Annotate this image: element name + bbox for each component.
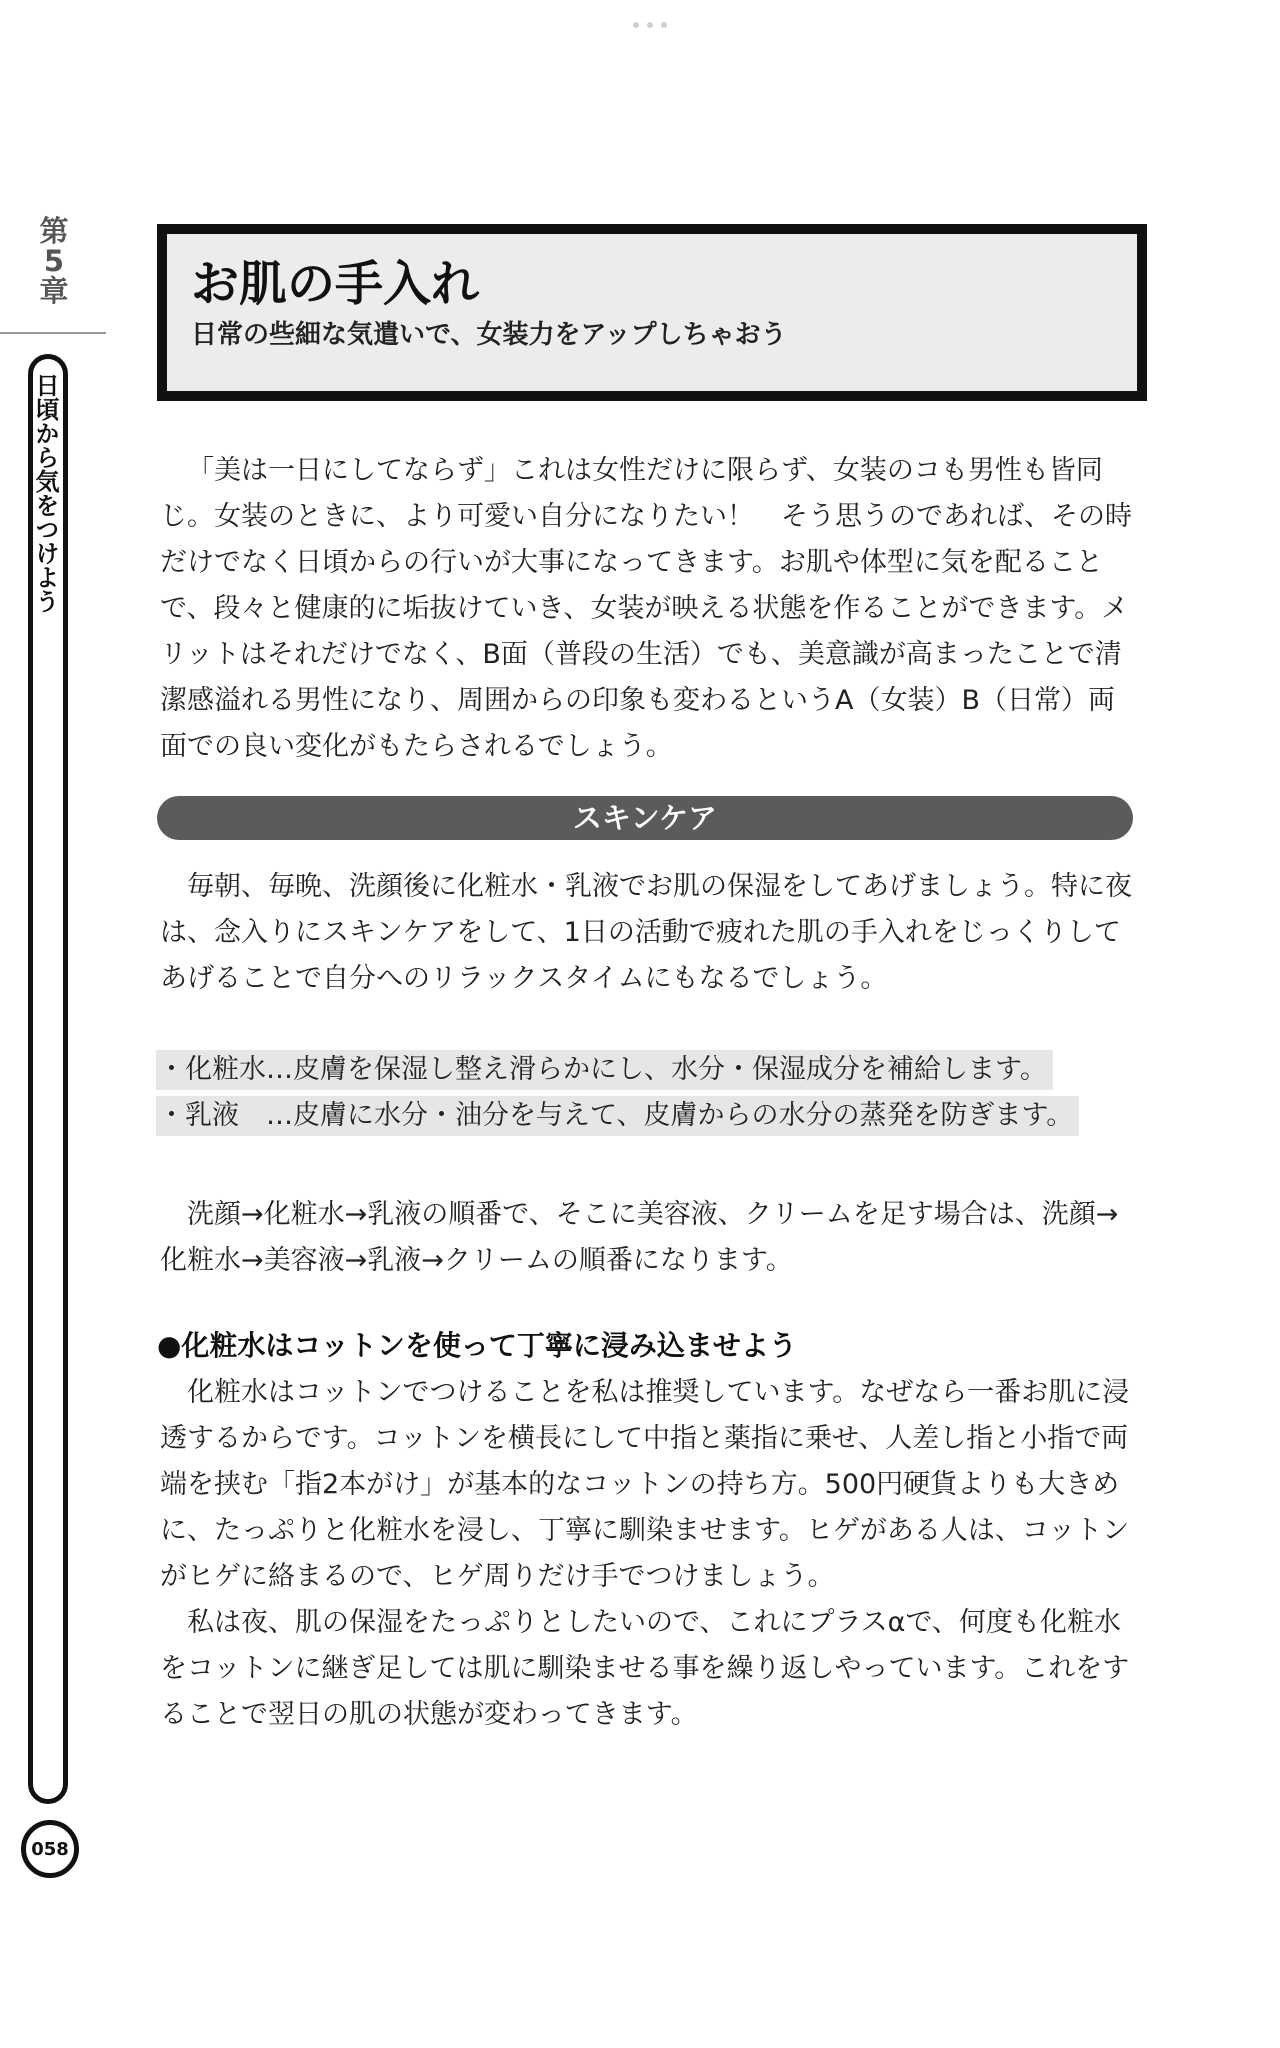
chapter-label-line: 5: [43, 244, 65, 278]
chapter-title-tab: [28, 354, 68, 1804]
order-paragraph: 洗顔→化粧水→乳液の順番で、そこに美容液、クリームを足す場合は、洗顔→化粧水→美容液→乳液→クリームの順番になります。: [160, 1199, 1119, 1276]
cotton-paragraph-1: 化粧水はコットンでつけることを私は推奨しています。なぜなら一番お肌に浸透するからです。コットンを横長にして中指と薬指に乗せ、人差し指と小指で両端を挟む「指2本がけ」が基本的なコットンの持ち方。500円硬貨よりも大きめに、たっぷりと化粧水を浸し、丁寧に馴染ませます。ヒゲがある人は、コットンがヒゲに絡まるので、ヒゲ周りだけ手でつけましょう。: [160, 1377, 1130, 1592]
intro-paragraph: 「美は一日にしてならず」これは女性だけに限らず、女装のコも男性も皆同じ。女装のときに、より可愛い自分になりたい！ そう思うのであれば、その時だけでなく日頃からの行いが大事になってきます。お肌や体型に気を配ることで、段々と健康的に垢抜けていき、女装が映える状態を作ることができます。メリットはそれだけでなく、B面（普段の生活）でも、美意識が高まったことで清潔感溢れる男性になり、周囲からの印象も変わるというA（女装）B（日常）両面での良い変化がもたらされるでしょう。: [160, 455, 1132, 762]
page-number: 058: [21, 1820, 79, 1878]
page-title: お肌の手入れ: [191, 256, 480, 312]
order-section: [160, 1192, 1135, 1284]
page-subtitle: 日常の些細な気遣いで、女装力をアップしちゃおう: [191, 320, 787, 350]
cotton-section: [160, 1370, 1135, 1738]
definition-item: ・乳液 …皮膚に水分・油分を与えて、皮膚からの水分の蒸発を防ぎます。: [156, 1096, 1079, 1136]
chapter-label-line: 第: [39, 214, 69, 248]
dot: [661, 22, 667, 28]
title-box: [157, 224, 1147, 401]
definition-list: [156, 1050, 1156, 1142]
title-box-inner: [167, 234, 1137, 391]
dot: [633, 22, 639, 28]
intro-section: [160, 448, 1135, 770]
chapter-title: 日頃から気をつけよう: [31, 373, 59, 613]
cotton-paragraph-2: 私は夜、肌の保湿をたっぷりとしたいので、これにプラスαで、何度も化粧水をコットンに継ぎ足しては肌に馴染ませる事を繰り返しやっています。これをすることで翌日の肌の状態が変わってきます。: [160, 1607, 1130, 1730]
cotton-heading: ●化粧水はコットンを使って丁寧に浸み込ませよう: [157, 1329, 797, 1362]
definition-item: ・化粧水…皮膚を保湿し整え滑らかにし、水分・保湿成分を補給します。: [156, 1050, 1053, 1090]
skincare-section: [160, 864, 1135, 1002]
section-heading-skincare: スキンケア: [157, 796, 1133, 840]
skincare-paragraph: 毎朝、毎晩、洗顔後に化粧水・乳液でお肌の保湿をしてあげましょう。特に夜は、念入りにスキンケアをして、1日の活動で疲れた肌の手入れをじっくりしてあげることで自分へのリラックスタイムにもなるでしょう。: [160, 871, 1132, 994]
chapter-label: [24, 216, 84, 306]
dot: [647, 22, 653, 28]
chapter-divider: [0, 332, 106, 334]
page-indicator-dots: [630, 22, 670, 32]
chapter-label-line: 章: [39, 274, 69, 308]
